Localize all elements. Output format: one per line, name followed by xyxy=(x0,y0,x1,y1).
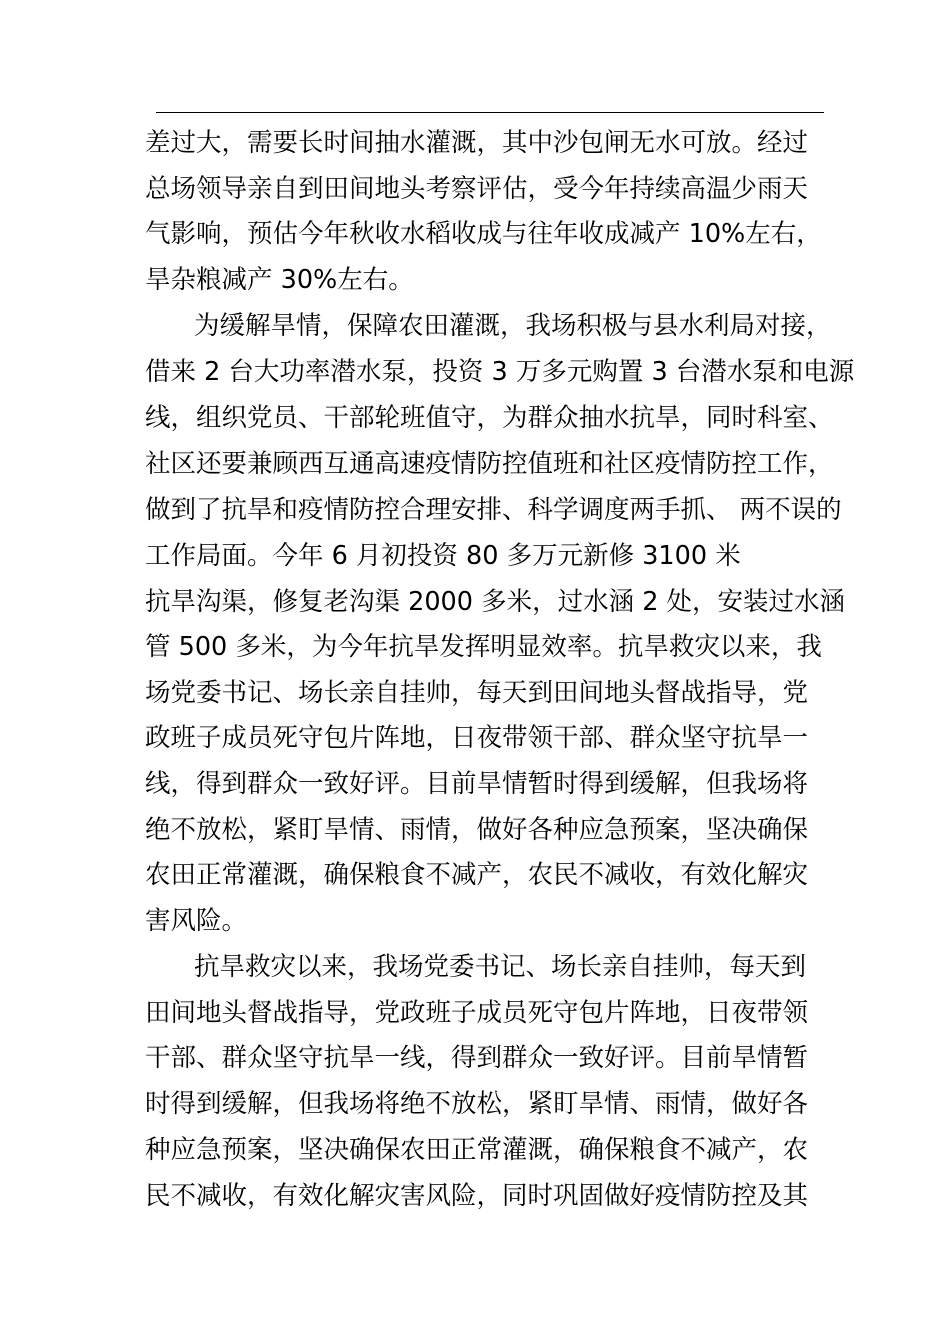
text-line: 旱杂粮减产 30%左右。 xyxy=(145,265,414,295)
text-line: 干部、群众坚守抗旱一线，得到群众一致好评。目前旱情暂 xyxy=(145,1043,809,1073)
text-line: 民不减收，有效化解灾害风险，同时巩固做好疫情防控及其 xyxy=(145,1181,809,1211)
text-line: 工作局面。今年 6 月初投资 80 多万元新修 3100 米 xyxy=(145,541,741,571)
text-line: 时得到缓解，但我场将绝不放松，紧盯旱情、雨情，做好各 xyxy=(145,1089,809,1119)
paragraph-first-line: 为缓解旱情，保障农田灌溉，我场积极与县水利局对接， xyxy=(194,311,832,341)
text-line: 种应急预案，坚决确保农田正常灌溉，确保粮食不减产，农 xyxy=(145,1135,809,1165)
text-line: 线，得到群众一致好评。目前旱情暂时得到缓解，但我场将 xyxy=(145,769,809,799)
text-line: 差过大，需要长时间抽水灌溉，其中沙包闸无水可放。经过 xyxy=(145,128,809,158)
text-line: 总场领导亲自到田间地头考察评估，受今年持续高温少雨天 xyxy=(145,174,809,204)
text-line: 害风险。 xyxy=(145,906,248,936)
text-line: 线，组织党员、干部轮班值守，为群众抽水抗旱，同时科室、 xyxy=(145,403,834,433)
text-line: 场党委书记、场长亲自挂帅，每天到田间地头督战指导，党 xyxy=(145,678,809,708)
text-line: 借来 2 台大功率潜水泵，投资 3 万多元购置 3 台潜水泵和电源 xyxy=(145,357,855,387)
text-line: 做到了抗旱和疫情防控合理安排、科学调度两手抓、 两不误的 xyxy=(145,495,842,525)
text-line: 社区还要兼顾西互通高速疫情防控值班和社区疫情防控工作， xyxy=(145,449,834,479)
header-rule xyxy=(156,112,824,113)
text-line: 政班子成员死守包片阵地，日夜带领干部、群众坚守抗旱一 xyxy=(145,723,809,753)
text-line: 气影响，预估今年秋收水稻收成与往年收成减产 10%左右， xyxy=(145,219,822,249)
text-line: 抗旱沟渠，修复老沟渠 2000 多米，过水涵 2 处，安装过水涵 xyxy=(145,587,846,617)
paragraph-first-line: 抗旱救灾以来，我场党委书记、场长亲自挂帅，每天到 xyxy=(194,952,807,982)
text-line: 绝不放松，紧盯旱情、雨情，做好各种应急预案，坚决确保 xyxy=(145,815,809,845)
text-line: 管 500 多米，为今年抗旱发挥明显效率。抗旱救灾以来，我 xyxy=(145,632,822,662)
text-line: 田间地头督战指导，党政班子成员死守包片阵地，日夜带领 xyxy=(145,998,809,1028)
text-line: 农田正常灌溉，确保粮食不减产，农民不减收，有效化解灾 xyxy=(145,860,809,890)
